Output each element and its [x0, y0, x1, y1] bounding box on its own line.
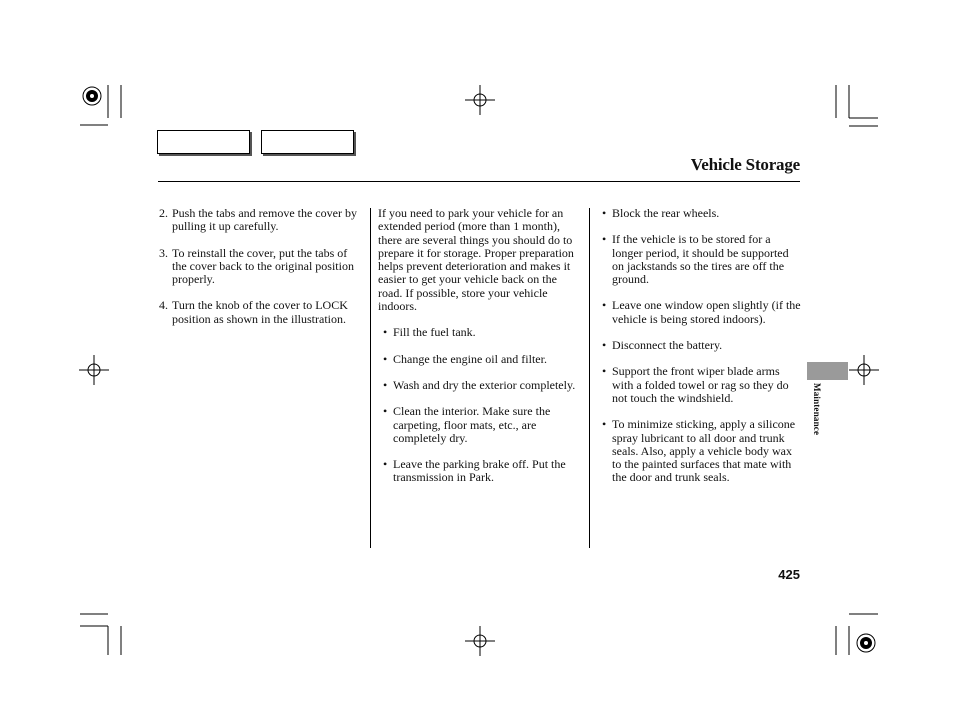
bullet-text: Clean the interior. Make sure the carpeting, floor mats, etc., are completely dry. [393, 404, 551, 445]
bullet-symbol: • [383, 377, 388, 392]
bullet-symbol: • [383, 325, 388, 340]
step-text: Turn the knob of the cover to LOCK position as shown in the illustration. [172, 298, 348, 326]
bullet-item [601, 233, 801, 286]
page-title: Vehicle Storage [690, 155, 800, 174]
bullet-symbol: • [602, 206, 607, 220]
bullet-text: If the vehicle is to be stored for a longer period, it should be supported on jackstands so the tires are off the ground. [612, 232, 789, 287]
bullet-text: Disconnect the battery. [612, 338, 723, 353]
column-divider-1 [370, 208, 371, 548]
column-divider-2 [589, 208, 590, 548]
bullet-text: Fill the fuel tank. [393, 325, 476, 340]
bullet-text: Change the engine oil and filter. [393, 351, 547, 366]
bullet-item [378, 326, 578, 339]
bullet-text: Leave one window open slightly (if the vehicle is being stored indoors). [612, 298, 801, 326]
step-text: Push the tabs and remove the cover by pulling it up carefully. [172, 206, 357, 234]
bullet-symbol: • [602, 298, 607, 313]
bullet-item [378, 405, 578, 445]
bullet-item [378, 379, 578, 392]
bullet-text: Leave the parking brake off. Put the transmission in Park. [393, 457, 566, 485]
bullet-symbol: • [383, 457, 388, 472]
page-number: 425 [778, 567, 800, 582]
column-2 [378, 207, 578, 498]
section-tab[interactable] [807, 362, 848, 380]
section-label: Maintenance [812, 383, 822, 436]
bullet-text: Block the rear wheels. [612, 206, 720, 220]
nav-button-next[interactable] [261, 130, 354, 154]
bullet-symbol: • [602, 232, 607, 247]
bullet-item [601, 418, 801, 484]
step-text: To reinstall the cover, put the tabs of the cover back to the original position properly. [172, 245, 354, 287]
bullet-item [378, 458, 578, 485]
bullet-symbol: • [602, 338, 607, 353]
bullet-item [601, 207, 801, 220]
nav-button-previous[interactable] [157, 130, 250, 154]
bullet-item [601, 339, 801, 352]
bullet-item [601, 299, 801, 326]
bullet-text: Support the front wiper blade arms with a folded towel or rag so they do not touch the windshield. [612, 364, 789, 405]
column-3 [601, 207, 801, 498]
bullet-text: Wash and dry the exterior completely. [393, 377, 576, 392]
bullet-text: To minimize sticking, apply a silicone spray lubricant to all door and trunk seals. Also, apply a vehicle body wax to the painted surfaces that mate with the door and trunk seals. [612, 417, 796, 485]
title-rule [158, 181, 800, 182]
step-number: 4. [159, 298, 168, 313]
bullet-item [378, 353, 578, 366]
bullet-symbol: • [602, 364, 607, 379]
step-item [159, 247, 364, 287]
step-item [159, 299, 364, 326]
bullet-item [601, 365, 801, 405]
column-1 [159, 207, 364, 339]
step-number: 3. [159, 245, 168, 260]
step-number: 2. [159, 206, 168, 220]
storage-intro: If you need to park your vehicle for an extended period (more than 1 month), there are several things you should do to prepare it for storage. Proper preparation helps prevent deterioration and makes it easier to get your vehicle back on the road. If possible, store your vehicle indoors. [378, 206, 574, 314]
bullet-symbol: • [383, 351, 388, 366]
bullet-symbol: • [383, 404, 388, 419]
bullet-symbol: • [602, 417, 607, 432]
step-item [159, 207, 364, 234]
